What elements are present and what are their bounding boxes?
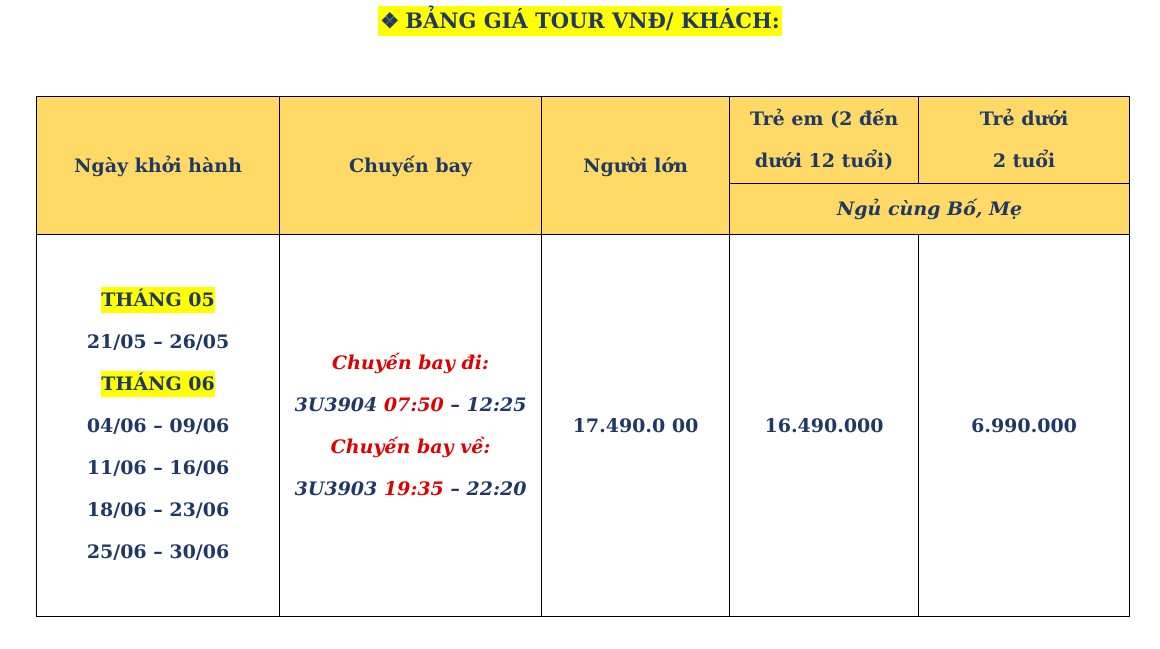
outbound-label: Chuyến bay đi: [331,351,490,374]
header-infant-line2: 2 tuổi [992,150,1056,172]
return-arrive-time: – 22:20 [450,477,527,500]
month-label: THÁNG 05 [101,288,215,311]
header-infant [919,97,1130,184]
date-range: 18/06 – 23/06 [86,498,230,521]
header-flight: Chuyến bay [280,97,542,235]
outbound-code: 3U3904 [294,393,378,416]
header-sharing-note: Ngủ cùng Bố, Mẹ [730,184,1130,235]
outbound-depart-time: 07:50 [383,393,444,416]
infant-price: 6.990.000 [919,235,1130,617]
page-title-text: BẢNG GIÁ TOUR VNĐ/ KHÁCH: [405,8,780,33]
return-flight [280,468,541,510]
outbound-flight [280,384,541,426]
return-depart-time: 19:35 [383,477,444,500]
header-infant-line1: Trẻ dưới [979,108,1069,130]
header-departure-date: Ngày khởi hành [37,97,280,235]
page-title [378,6,781,36]
title-container [0,6,1160,36]
header-row [37,97,1130,184]
date-range: 04/06 – 09/06 [86,414,230,437]
diamond-bullet-icon: ❖ [380,8,400,33]
data-row [37,235,1130,617]
departure-dates-cell [37,235,280,617]
outbound-arrive-time: – 12:25 [450,393,527,416]
header-child [730,97,919,184]
date-range: 11/06 – 16/06 [86,456,230,479]
return-code: 3U3903 [294,477,378,500]
adult-price: 17.490.0 00 [542,235,730,617]
price-table [36,96,1130,617]
child-price: 16.490.000 [730,235,919,617]
date-range: 25/06 – 30/06 [86,540,230,563]
header-child-line1: Trẻ em (2 đến [749,108,899,130]
header-adult: Người lớn [542,97,730,235]
month-label: THÁNG 06 [101,372,215,395]
header-child-line2: dưới 12 tuổi) [754,150,894,172]
flight-cell [280,235,542,617]
return-label: Chuyến bay về: [330,435,491,458]
date-range: 21/05 – 26/05 [86,330,230,353]
